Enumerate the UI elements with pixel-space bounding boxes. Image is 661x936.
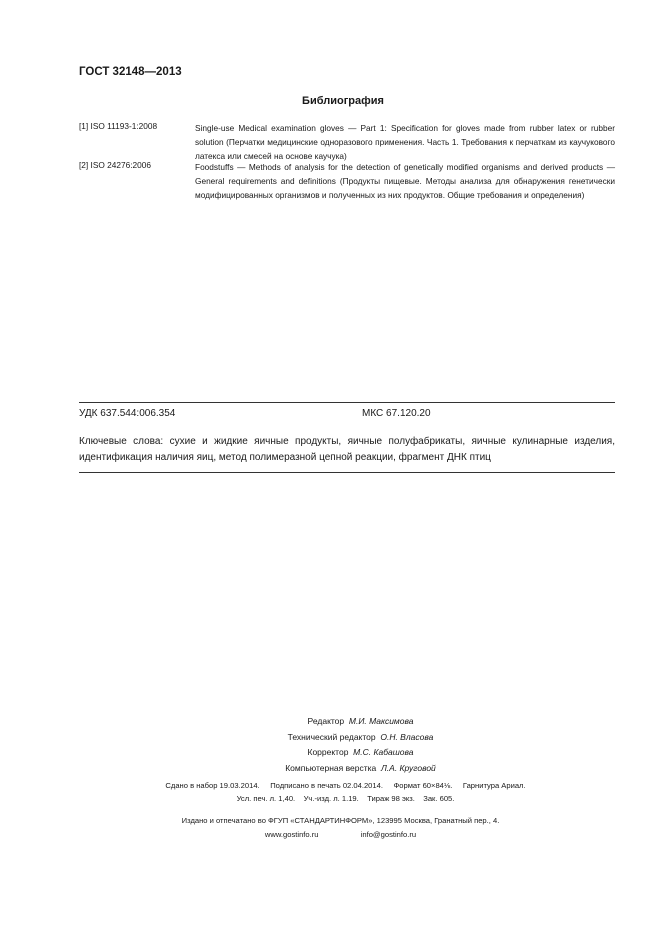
staff-role: Компьютерная верстка [285,762,377,773]
keywords: Ключевые слова: сухие и жидкие яичные продукты, яичные полуфабрикаты, яичные кулинарные изделия, идентификация наличия яиц, метод полимеразной цепной реакции, фрагмент ДНК птиц [79,436,615,463]
publisher-info: Издано и отпечатано во ФГУП «СТАНДАРТИНФОРМ», 123995 Москва, Гранатный пер., 4. [181,816,500,825]
staff-line [0,730,661,746]
staff-name: О.Н. Власова [380,731,434,742]
staff-name: М.С. Кабашова [353,747,414,757]
publisher-contacts: www.gostinfo.ru info@gostinfo.ru [264,830,417,839]
staff-role: Редактор [307,716,345,726]
staff-credits [0,714,661,776]
staff-name: М.И. Максимова [348,716,414,726]
udk-code: УДК 637.544:006.354 [79,408,176,419]
divider [79,472,615,473]
reference-text: Single-use Medical examination gloves — Part 1: Specification for gloves made from rubber latex or rubber solution (Перчатки медицинские одноразового применения. Часть 1. Требования к перчаткам из каучукового латекса или смесей на основе каучука) [195,123,615,161]
bibliography-title: Библиография [302,95,384,107]
staff-line [0,761,661,777]
standard-number: ГОСТ 32148—2013 [79,66,182,78]
print-details: Сдано в набор 19.03.2014. Подписано в печать 02.04.2014. Формат 60×84⅛. Гарнитура Ариал. [165,781,526,790]
staff-line [0,714,661,730]
reference-text: Foodstuffs — Methods of analysis for the detection of genetically modified organisms and derived products — General requirements and definitions (Продукты пищевые. Методы анализа для обнаружения генетически модифицированных организмов и полученных из них продуктов. Общие требования и определения) [195,162,615,200]
staff-name: Л.А. Круговой [380,762,436,773]
mks-code: МКС 67.120.20 [362,408,431,419]
staff-role: Корректор [307,747,349,757]
staff-line [0,745,661,761]
print-details: Усл. печ. л. 1,40. Уч.-изд. л. 1.19. Тираж 98 экз. Зак. 605. [236,794,455,803]
reference-label: [2] ISO 24276:2006 [79,160,151,170]
staff-role: Технический редактор [287,731,376,742]
divider [79,402,615,403]
reference-label: [1] ISO 11193-1:2008 [79,121,158,131]
